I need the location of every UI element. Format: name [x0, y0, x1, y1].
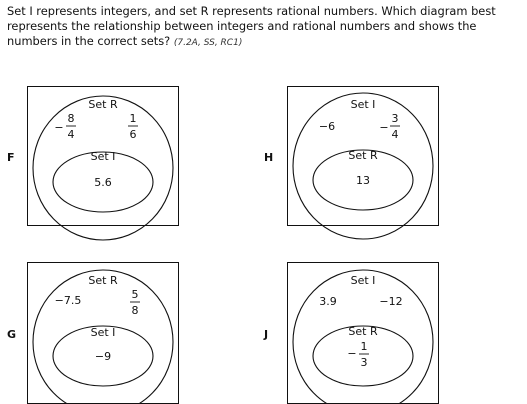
outer-set-label: Set R: [88, 274, 118, 287]
outer-set-label: Set I: [350, 274, 376, 287]
outer-value-2: −12: [379, 295, 403, 308]
outer-set-ellipse: [293, 93, 433, 239]
inner-value-1: 13: [356, 174, 370, 187]
svg-text:3: 3: [360, 356, 368, 369]
choice-letter-g[interactable]: G: [7, 328, 17, 341]
inner-set-label: Set R: [348, 325, 378, 338]
venn-diagram-h[interactable]: [287, 86, 439, 226]
outer-set-label: Set R: [88, 98, 118, 111]
question-body: Set I represents integers, and set R represents rational numbers. Which diagram best represents the relationship between integers and rational numbers and shows the numbers in the correct sets?: [7, 4, 496, 48]
question-text: [7, 4, 523, 51]
inner-set-label: Set I: [90, 326, 116, 339]
svg-text:−: −: [379, 121, 389, 134]
choice-letter-j[interactable]: J: [264, 328, 269, 341]
outer-set-ellipse: [33, 96, 173, 240]
svg-text:−: −: [54, 121, 64, 134]
svg-text:6: 6: [129, 128, 137, 141]
choice-letter-f[interactable]: F: [7, 151, 15, 164]
inner-value-1: [347, 340, 369, 369]
outer-set-label: Set I: [350, 98, 376, 111]
inner-value-1: 5.6: [94, 176, 112, 189]
inner-value-1: −9: [94, 350, 112, 363]
outer-value-1: −7.5: [54, 294, 82, 307]
svg-text:4: 4: [391, 128, 399, 141]
venn-diagram-f[interactable]: [27, 86, 179, 226]
svg-text:8: 8: [67, 112, 75, 125]
svg-text:5: 5: [131, 288, 139, 301]
venn-diagram-j[interactable]: [287, 262, 439, 404]
svg-text:−: −: [347, 347, 357, 360]
svg-text:1: 1: [129, 112, 137, 125]
outer-value-1: 3.9: [319, 295, 337, 308]
outer-value-2: [130, 288, 140, 317]
outer-value-2: [379, 112, 400, 141]
choice-letter-h[interactable]: H: [264, 151, 274, 164]
outer-value-2: [128, 112, 138, 141]
svg-text:3: 3: [391, 112, 399, 125]
venn-diagram-g[interactable]: [27, 262, 179, 404]
outer-value-1: −6: [318, 120, 336, 133]
outer-value-1: [54, 112, 76, 141]
svg-text:4: 4: [67, 128, 75, 141]
svg-text:1: 1: [360, 340, 368, 353]
inner-set-label: Set I: [90, 150, 116, 163]
svg-text:8: 8: [131, 304, 139, 317]
inner-set-label: Set R: [348, 149, 378, 162]
standard-reference: (7.2A, SS, RC1): [173, 38, 243, 48]
